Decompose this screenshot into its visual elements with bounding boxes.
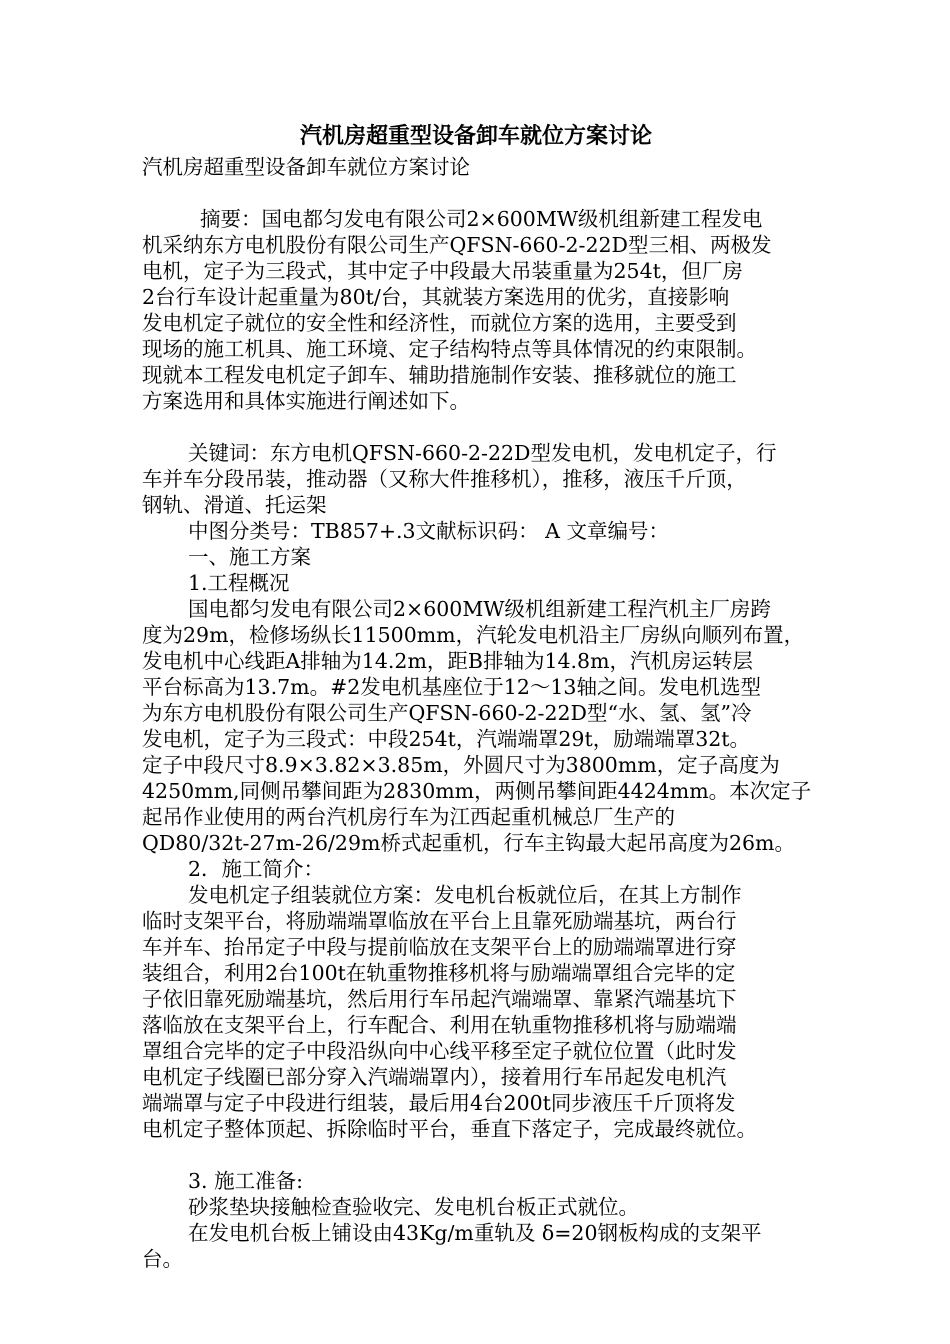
keywords-line: 钢轨、滑道、托运架 [142, 493, 327, 517]
intro-line: 电机定子整体顶起、拆除临时平台，垂直下落定子，完成最终就位。 [142, 1117, 757, 1141]
keywords-paragraph [142, 440, 810, 518]
document-page [142, 118, 810, 1272]
intro-line: 罩组合完毕的定子中段沿纵向中心线平移至定子就位位置（此时发 [142, 1039, 737, 1063]
blank-line [142, 414, 810, 440]
abstract-paragraph [142, 206, 810, 414]
intro-line: 端端罩与定子中段进行组装，最后用4台200t同步液压千斤顶将发 [142, 1091, 736, 1115]
subsection-heading: 1.工程概况 [188, 571, 290, 595]
document-title: 汽机房超重型设备卸车就位方案讨论 [299, 123, 652, 149]
blank-line [142, 1142, 810, 1168]
abstract-line: 摘要：国电都匀发电有限公司2×600MW级机组新建工程发电 [200, 207, 763, 231]
intro-line: 发电机定子组装就位方案：发电机台板就位后，在其上方制作 [188, 883, 742, 907]
intro-line: 车并车、抬吊定子中段与提前临放在支架平台上的励端端罩进行穿 [142, 935, 737, 959]
intro-line: 落临放在支架平台上，行车配合、利用在轨重物推移机将与励端端 [142, 1013, 737, 1037]
intro-line: 临时支架平台，将励端端罩临放在平台上且靠死励端基坑，两台行 [142, 909, 737, 933]
keywords-line: 关键词：东方电机QFSN-660-2-22D型发电机，发电机定子，行 [188, 441, 777, 465]
keywords-line: 车并车分段吊装，推动器（又称大件推移机），推移，液压千斤顶， [142, 467, 747, 491]
overview-line: 4250mm,同侧吊攀间距为2830mm，两侧吊攀间距4424mm。本次定子 [142, 779, 812, 803]
overview-line: 平台标高为13.7m。#2发电机基座位于12～13轴之间。发电机选型 [142, 675, 761, 699]
overview-line: 度为29m，检修场纵长11500mm，汽轮发电机沿主厂房纵向顺列布置， [142, 623, 805, 647]
section-heading: 一、施工方案 [188, 545, 311, 569]
overview-line: 定子中段尺寸8.9×3.82×3.85m，外圆尺寸为3800mm，定子高度为 [142, 753, 780, 777]
intro-line: 电机定子线圈已部分穿入汽端端罩内），接着用行车吊起发电机汽 [142, 1065, 727, 1089]
subsection-heading: 2．施工简介： [188, 857, 325, 881]
classification-line: 中图分类号：TB857+.3文献标识码： A 文章编号： [188, 519, 669, 543]
prep-line: 砂浆垫块接触检查验收完、发电机台板正式就位。 [188, 1195, 639, 1219]
overview-line: 为东方电机股份有限公司生产QFSN-660-2-22D型“水、氢、氢”冷 [142, 701, 752, 725]
prep-paragraph [142, 1194, 810, 1272]
overview-line: 起吊作业使用的两台汽机房行车为江西起重机械总厂生产的 [142, 805, 675, 829]
overview-line: 国电都匀发电有限公司2×600MW级机组新建工程汽机主厂房跨 [188, 597, 771, 621]
abstract-line: 电机，定子为三段式，其中定子中段最大吊装重量为254t，但厂房 [142, 259, 743, 283]
abstract-line: 现场的施工机具、施工环境、定子结构特点等具体情况的约束限制。 [142, 337, 757, 361]
intro-line: 装组合，利用2台100t在轨重物推移机将与励端端罩组合完毕的定 [142, 961, 736, 985]
intro-paragraph [142, 882, 810, 1142]
prep-line: 台。 [142, 1247, 183, 1271]
abstract-line: 现就本工程发电机定子卸车、辅助措施制作安装、推移就位的施工 [142, 363, 737, 387]
overview-line: 发电机，定子为三段式：中段254t，汽端端罩29t，励端端罩32t。 [142, 727, 751, 751]
overview-paragraph [142, 596, 810, 856]
prep-line: 在发电机台板上铺设由43Kg/m重轨及 δ=20钢板构成的支架平 [188, 1221, 762, 1245]
abstract-line: 2台行车设计起重量为80t/台，其就装方案选用的优劣，直接影响 [142, 285, 730, 309]
overview-line: 发电机中心线距A排轴为14.2m，距B排轴为14.8m，汽机房运转层 [142, 649, 754, 673]
subsection-heading: 3. 施工准备: [188, 1169, 303, 1193]
blank-line [142, 180, 810, 206]
document-subtitle: 汽机房超重型设备卸车就位方案讨论 [142, 155, 470, 179]
intro-line: 子依旧靠死励端基坑，然后用行车吊起汽端端罩、靠紧汽端基坑下 [142, 987, 737, 1011]
abstract-line: 发电机定子就位的安全性和经济性，而就位方案的选用，主要受到 [142, 311, 737, 335]
abstract-line: 方案选用和具体实施进行阐述如下。 [142, 389, 470, 413]
overview-line: QD80/32t-27m-26/29m桥式起重机，行车主钩最大起吊高度为26m。 [142, 831, 795, 855]
abstract-line: 机采纳东方电机股份有限公司生产QFSN-660-2-22D型三相、两极发 [142, 233, 772, 257]
